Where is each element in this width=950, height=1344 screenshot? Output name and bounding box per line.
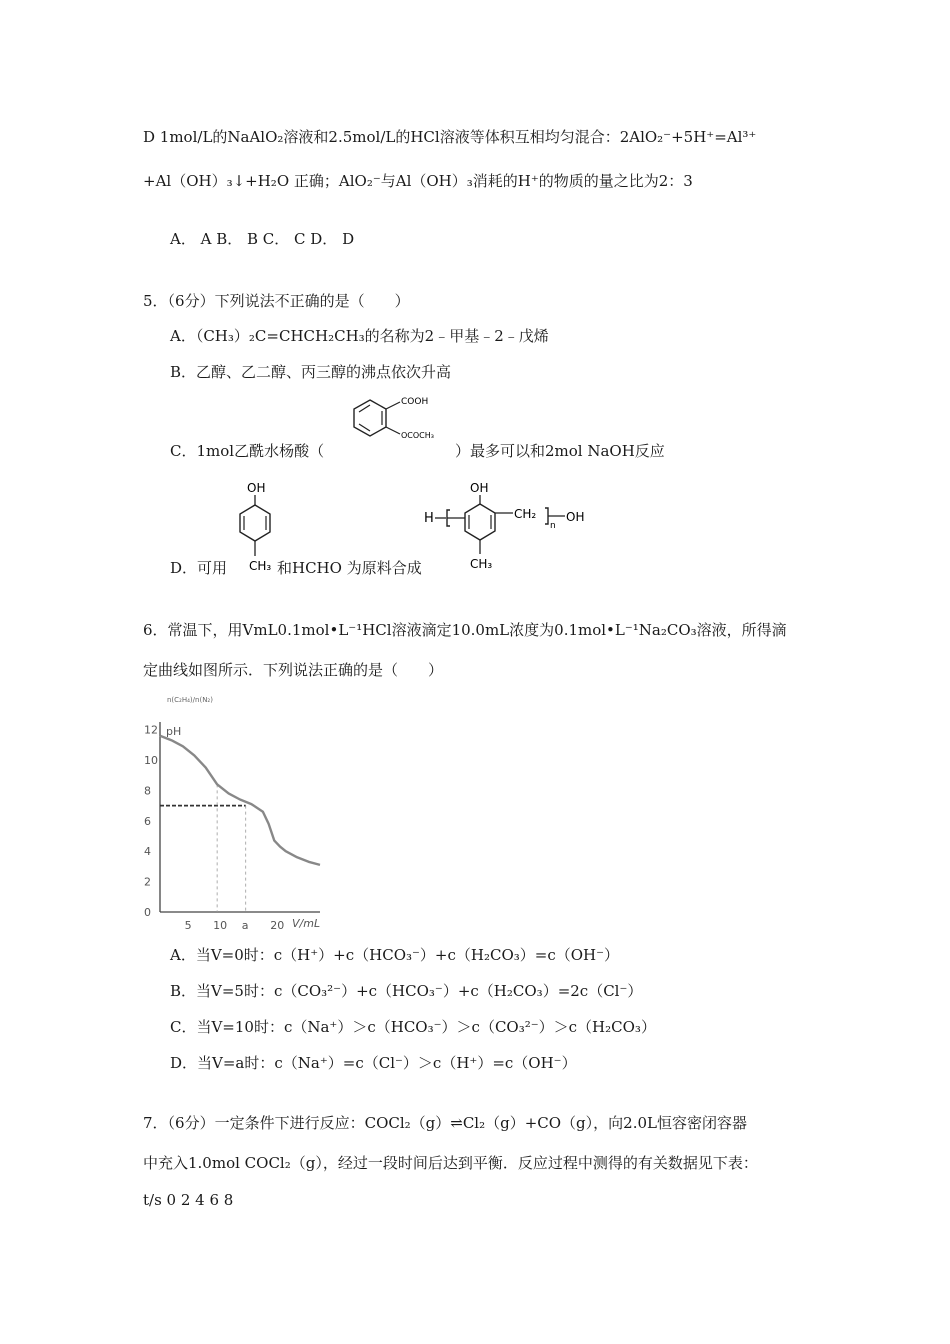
q6-option-a: A．当V=0时：c（H⁺）+c（HCO₃⁻）+c（H₂CO₃）=c（OH⁻） bbox=[170, 946, 620, 964]
q5-option-d-suffix: 和HCHO 为原料合成 bbox=[277, 559, 422, 577]
y-tick-label: 10 bbox=[144, 754, 158, 767]
y-tick-label: 8 bbox=[144, 784, 151, 798]
q6-stem-line1: 6．常温下，用VmL0.1mol•L⁻¹HCl溶液滴定10.0mL浓度为0.1mol•L⁻¹Na₂CO₃溶液，所得滴 bbox=[143, 621, 787, 639]
x-tick-label: a bbox=[241, 919, 249, 932]
q7-stem-line2: 中充入1.0mol COCl₂（g），经过一段时间后达到平衡．反应过程中测得的有关数据见下表： bbox=[143, 1154, 758, 1172]
q5-option-d-prefix: D．可用 bbox=[170, 559, 228, 577]
y-tick-label: 2 bbox=[144, 875, 151, 889]
q5-stem: 5．（6分）下列说法不正确的是（ ） bbox=[143, 292, 410, 310]
q5-option-c-prefix: C．1mol乙酰水杨酸（ bbox=[170, 442, 325, 460]
y-tick-label: 4 bbox=[144, 845, 151, 859]
polymer-oh-label: OH bbox=[470, 481, 489, 495]
y-tick-label: 0 bbox=[144, 906, 151, 919]
chart-header-label: n(C₂H₄)/n(N₂) bbox=[167, 696, 213, 704]
q6-stem-line2: 定曲线如图所示．下列说法正确的是（ ） bbox=[143, 661, 444, 679]
q6-option-b: B．当V=5时：c（CO₃²⁻）+c（HCO₃⁻）+c（H₂CO₃）=2c（Cl⁻） bbox=[170, 982, 643, 1000]
polymer-ch3-label: CH₃ bbox=[470, 557, 493, 571]
aspirin-cooh-label: COOH bbox=[401, 397, 429, 407]
cresol-oh-label: OH bbox=[247, 481, 266, 495]
x-tick-label: 20 bbox=[270, 919, 285, 932]
q5-option-b: B．乙醇、乙二醇、丙三醇的沸点依次升高 bbox=[170, 363, 452, 381]
titration-curve-chart bbox=[140, 690, 340, 935]
polymer-ch2-label: CH₂ bbox=[514, 507, 537, 521]
polymer-n-label: n bbox=[550, 521, 556, 531]
cresol-ch3-label: CH₃ bbox=[249, 559, 272, 573]
q4-answer-choices: A． A B． B C． C D． D bbox=[170, 230, 355, 248]
aspirin-structure bbox=[342, 390, 442, 452]
q4-option-d-line2: +Al（OH）₃↓+H₂O 正确；AlO₂⁻与Al（OH）₃消耗的H⁺的物质的量之比为2：3 bbox=[143, 172, 693, 190]
phenolic-resin-structure bbox=[420, 478, 600, 574]
titration-curve-line bbox=[160, 736, 320, 865]
q5-option-a: A．（CH₃）₂C=CHCH₂CH₃的名称为2﹣甲基﹣2﹣戊烯 bbox=[170, 327, 549, 345]
q5-option-c-suffix: ）最多可以和2mol NaOH反应 bbox=[455, 442, 665, 460]
q6-option-c: C．当V=10时：c（Na⁺）＞c（HCO₃⁻）＞c（CO₃²⁻）＞c（H₂CO₃） bbox=[170, 1018, 656, 1036]
polymer-oh-end-label: OH bbox=[566, 510, 585, 524]
y-axis-label: pH bbox=[166, 725, 182, 738]
aspirin-ococh3-label: OCOCH₃ bbox=[401, 431, 434, 440]
x-tick-label: 5 bbox=[184, 919, 192, 932]
q4-option-d-line1: D 1mol/L的NaAlO₂溶液和2.5mol/L的HCl溶液等体积互相均匀混合：2AlO₂⁻+5H⁺=Al³⁺ bbox=[143, 128, 757, 146]
q7-stem-line1: 7．（6分）一定条件下进行反应：COCl₂（g）⇌Cl₂（g）+CO（g），向2.0L恒容密闭容器 bbox=[143, 1114, 747, 1132]
y-tick-label: 12 bbox=[144, 723, 158, 737]
x-axis-label: V/mL bbox=[292, 917, 321, 930]
x-tick-label: 10 bbox=[213, 919, 228, 932]
p-cresol-structure bbox=[225, 478, 285, 574]
q6-option-d: D．当V=a时：c（Na⁺）=c（Cl⁻）＞c（H⁺）=c（OH⁻） bbox=[170, 1054, 577, 1072]
q7-table-row: t/s 0 2 4 6 8 bbox=[143, 1191, 234, 1209]
polymer-h-label: H bbox=[424, 511, 434, 526]
y-tick-label: 6 bbox=[144, 814, 151, 828]
